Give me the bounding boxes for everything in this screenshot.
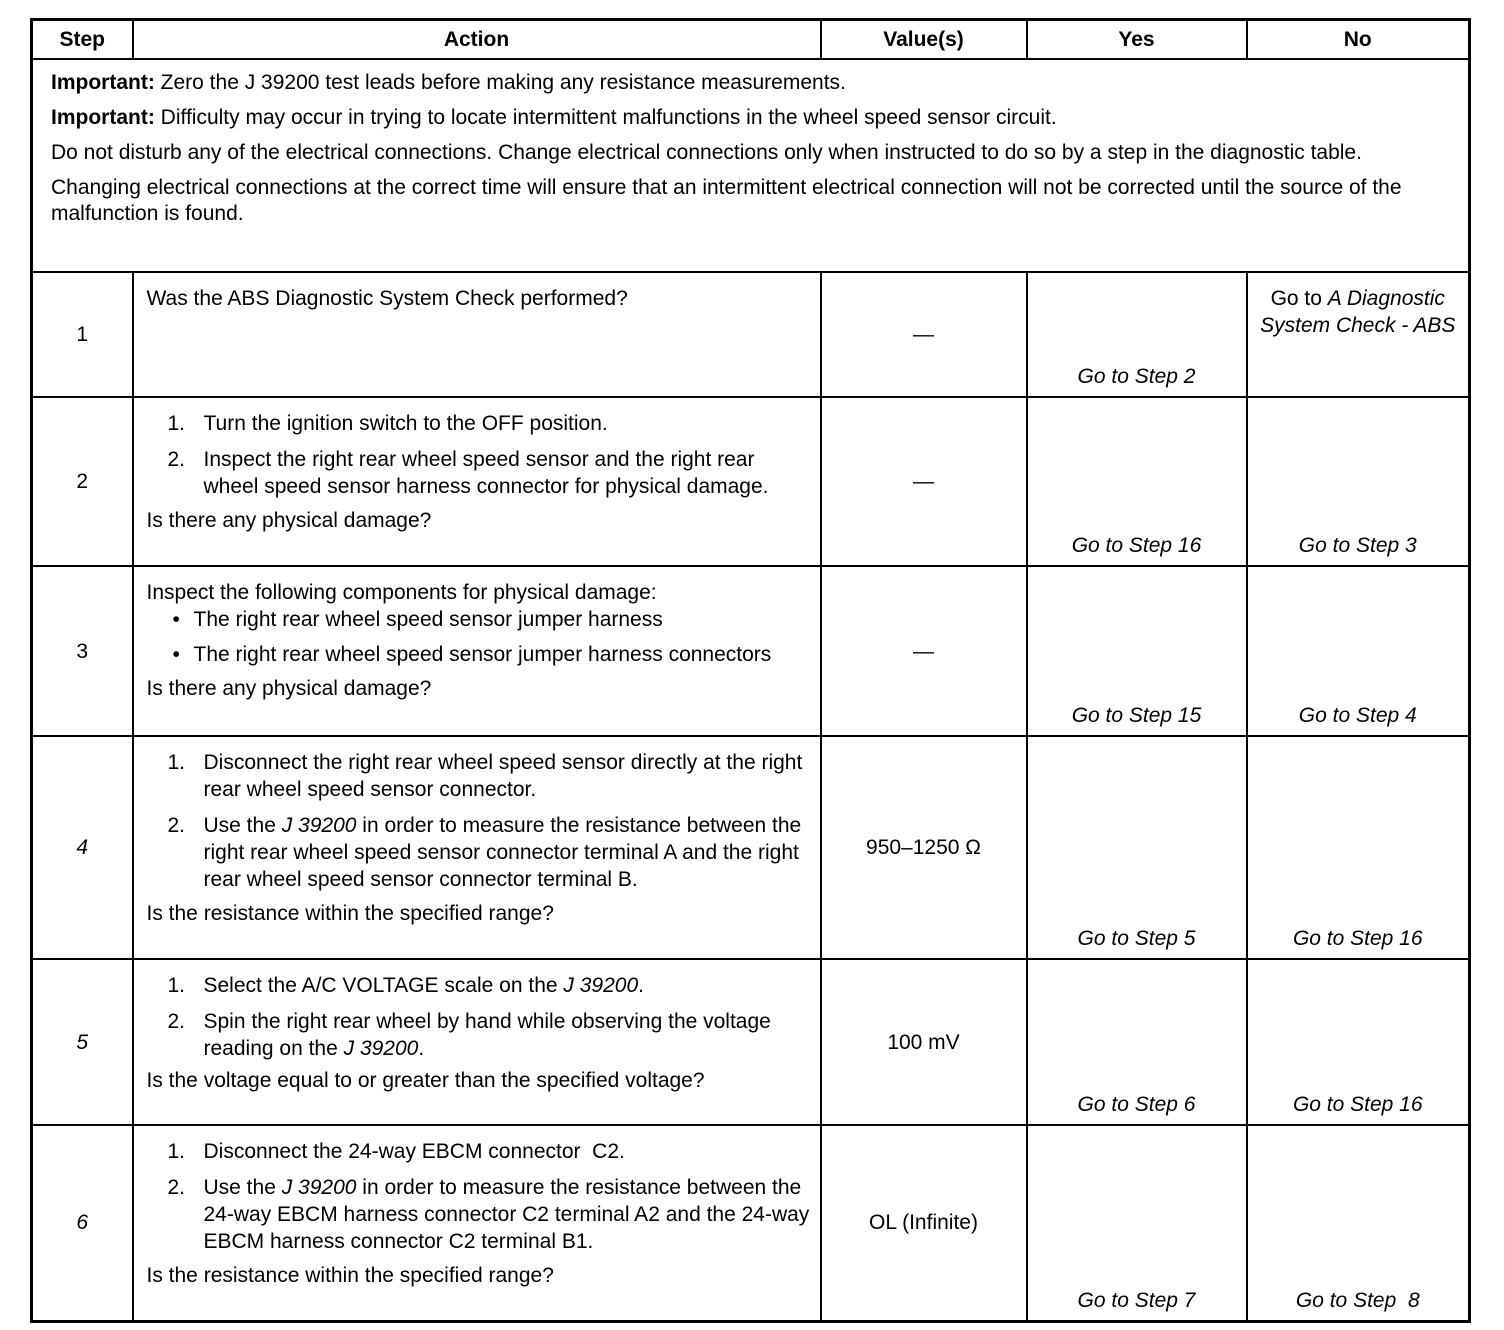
action-cell [133, 566, 821, 736]
action-step-text: Inspect the right rear wheel speed sensor and the right rear wheel speed sensor harness connector for physical damage. [203, 448, 769, 498]
step-row-2 [32, 397, 1470, 566]
action-question: Is the voltage equal to or greater than the specified voltage? [146, 1069, 705, 1092]
no-cell: Go to Step 3 [1247, 397, 1470, 566]
note-text: Difficulty may occur in trying to locate intermittent malfunctions in the wheel speed sensor circuit. [154, 106, 1057, 129]
header-step: Step [32, 20, 133, 60]
no-cell: Go to Step 16 [1247, 736, 1470, 959]
important-label: Important: [51, 71, 155, 94]
notes-row [32, 59, 1470, 272]
component-list [147, 606, 810, 668]
action-step: 2. Inspect the right rear wheel speed sensor and the right rear wheel speed sensor harness connector for physical damage. [167, 448, 769, 498]
value-cell: — [821, 397, 1027, 566]
action-question: Is there any physical damage? [146, 509, 432, 532]
note-text: Zero the J 39200 test leads before making any resistance measurements. [154, 71, 846, 94]
action-step-text: Spin the right rear wheel by hand while observing the voltage reading on the [203, 1010, 771, 1060]
no-cell [1247, 272, 1470, 397]
tool-name: J 39200 [281, 814, 357, 837]
action-step: 1. Select the A/C VOLTAGE scale on the J 39200. [167, 974, 644, 997]
value-cell: 100 mV [821, 959, 1027, 1125]
action-step-text: in order to measure the resistance between the 24-way EBCM harness connector C2 terminal A2 and the 24-way EBCM harness connector C2 terminal B1. [203, 1176, 810, 1253]
notes-cell [32, 59, 1470, 272]
action-cell [133, 1125, 821, 1321]
action-step-text: Use the [203, 1176, 282, 1199]
action-steps [147, 410, 810, 500]
step-row-6 [32, 1125, 1470, 1321]
component-text: The right rear wheel speed sensor jumper harness [193, 608, 663, 631]
header-yes: Yes [1027, 20, 1247, 60]
no-cell: Go to Step 16 [1247, 959, 1470, 1125]
action-step-text: Disconnect the right rear wheel speed sensor directly at the right rear wheel speed sensor connector. [203, 751, 803, 801]
no-prefix: Go to [1270, 287, 1328, 310]
action-step-text: Turn the ignition switch to the OFF position. [203, 412, 608, 435]
header-no: No [1247, 20, 1470, 60]
action-question: Was the ABS Diagnostic System Check performed? [146, 287, 628, 310]
step-number: 5 [32, 959, 133, 1125]
yes-cell: Go to Step 2 [1027, 272, 1247, 397]
action-step: 1. Turn the ignition switch to the OFF position. [167, 412, 608, 435]
step-number: 2 [32, 397, 133, 566]
step-row-4 [32, 736, 1470, 959]
yes-cell: Go to Step 7 [1027, 1125, 1247, 1321]
action-step-text: Select the A/C VOLTAGE scale on the [203, 974, 564, 997]
action-step-text: Disconnect the 24-way EBCM connector C2. [203, 1140, 625, 1163]
action-cell [133, 736, 821, 959]
value-cell: — [821, 272, 1027, 397]
diagnostic-table [30, 18, 1471, 1323]
no-link: A Diagnostic System Check - ABS [1260, 287, 1456, 337]
action-cell [133, 959, 821, 1125]
action-step-text: Use the [203, 814, 282, 837]
no-cell: Go to Step 8 [1247, 1125, 1470, 1321]
step-row-3 [32, 566, 1470, 736]
note-text: Do not disturb any of the electrical connections. Change electrical connections only when instructed to do so by a step in the diagnostic table. [51, 141, 1362, 164]
yes-cell: Go to Step 15 [1027, 566, 1247, 736]
note-4 [51, 175, 1454, 227]
tool-name: J 39200 [281, 1176, 357, 1199]
step-row-5 [32, 959, 1470, 1125]
action-cell [133, 272, 821, 397]
action-step: 1. Disconnect the right rear wheel speed sensor directly at the right rear wheel speed sensor connector. [167, 751, 803, 801]
no-cell: Go to Step 4 [1247, 566, 1470, 736]
step-number: 4 [32, 736, 133, 959]
important-note-2 [51, 105, 1454, 131]
action-step: 1. Disconnect the 24-way EBCM connector C2. [167, 1140, 625, 1163]
step-number: 6 [32, 1125, 133, 1321]
action-step-text: in order to measure the resistance between the right rear wheel speed sensor connector terminal A and the right rear wheel speed sensor connector terminal B. [203, 814, 802, 891]
component-text: The right rear wheel speed sensor jumper harness connectors [193, 643, 772, 666]
header-row [32, 20, 1470, 60]
tool-name: J 39200 [563, 974, 639, 997]
header-action: Action [133, 20, 821, 60]
action-steps [147, 749, 810, 893]
action-cell [133, 397, 821, 566]
yes-cell: Go to Step 16 [1027, 397, 1247, 566]
action-step-text: . [418, 1037, 425, 1060]
action-question: Is there any physical damage? [146, 677, 432, 700]
action-step: 2. Use the J 39200 in order to measure the resistance between the 24-way EBCM harness connector C2 terminal A2 and the 24-way EBCM harness connector C2 terminal B1. [167, 1176, 810, 1253]
important-label: Important: [51, 106, 155, 129]
note-3 [51, 140, 1454, 166]
action-step: 2. Spin the right rear wheel by hand while observing the voltage reading on the J 39200. [167, 1010, 771, 1060]
action-step: 2. Use the J 39200 in order to measure the resistance between the right rear wheel speed sensor connector terminal A and the right rear wheel speed sensor connector terminal B. [167, 814, 802, 891]
value-cell: — [821, 566, 1027, 736]
step-number: 3 [32, 566, 133, 736]
tool-name: J 39200 [343, 1037, 419, 1060]
yes-cell: Go to Step 6 [1027, 959, 1247, 1125]
action-step-text: . [638, 974, 644, 997]
step-number: 1 [32, 272, 133, 397]
action-steps [147, 972, 810, 1062]
note-text: Changing electrical connections at the correct time will ensure that an intermittent electrical connection will not be corrected until the source of the malfunction is found. [51, 176, 1402, 225]
header-values: Value(s) [821, 20, 1027, 60]
value-cell: OL (Infinite) [821, 1125, 1027, 1321]
action-question: Is the resistance within the specified range? [146, 1264, 554, 1287]
yes-cell: Go to Step 5 [1027, 736, 1247, 959]
value-cell: 950–1250 Ω [821, 736, 1027, 959]
component-item: • The right rear wheel speed sensor jumper harness [172, 608, 663, 631]
action-steps [147, 1138, 810, 1255]
step-row-1 [32, 272, 1470, 397]
action-question: Is the resistance within the specified range? [146, 902, 554, 925]
component-item: • The right rear wheel speed sensor jumper harness connectors [172, 643, 772, 666]
action-intro: Inspect the following components for physical damage: [146, 581, 657, 604]
important-note-1 [51, 70, 1454, 96]
